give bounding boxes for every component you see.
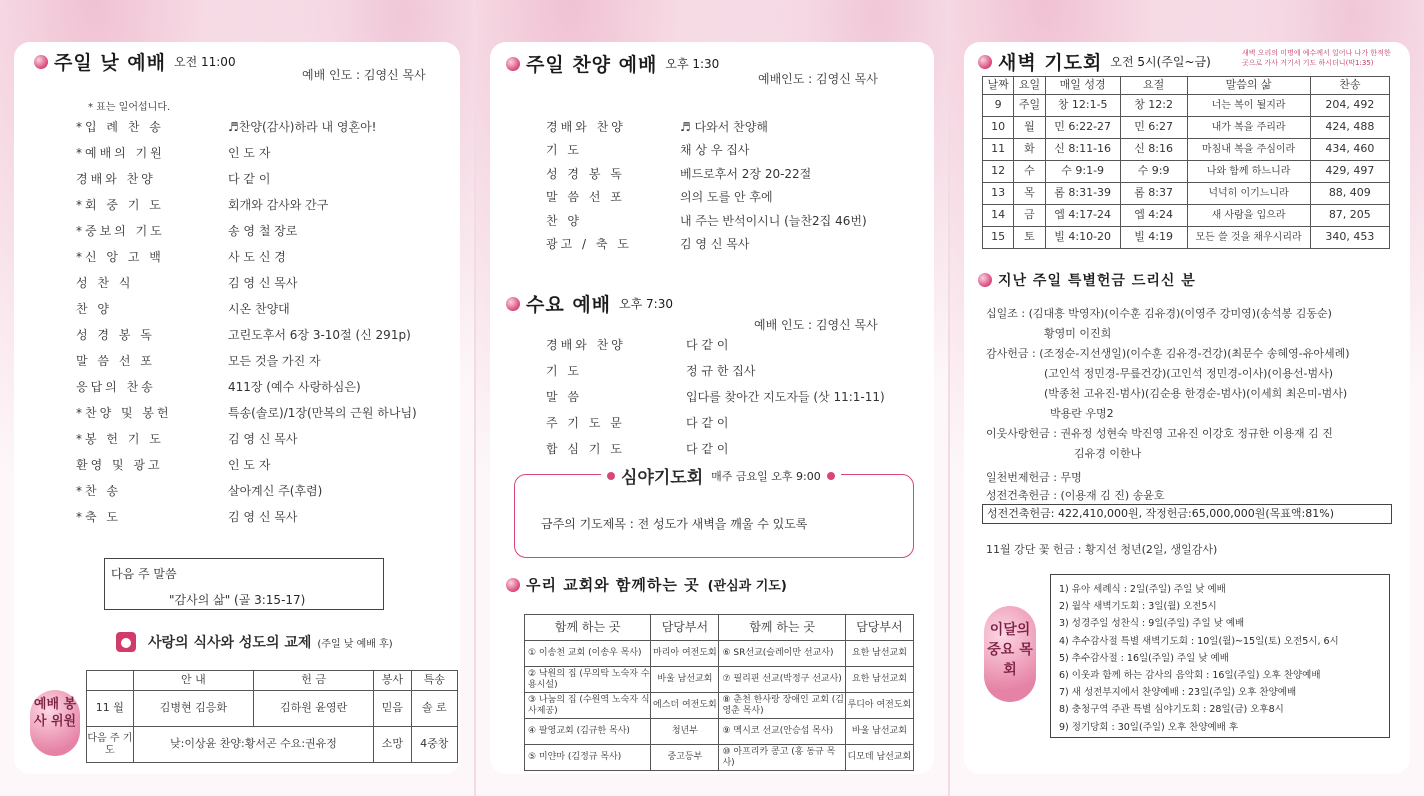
- order-label: 환영 및 광고: [76, 458, 163, 472]
- table-header-cell: 봉사: [374, 671, 411, 691]
- table-cell: 빌 4:19: [1120, 227, 1187, 249]
- order-row: [546, 188, 966, 204]
- order-label: 기 도: [546, 143, 582, 158]
- panel-sunday-worship: [0, 0, 474, 796]
- table-cell: 디모데 남선교회: [845, 745, 913, 771]
- event-item: 8) 충청구역 주관 특별 심야기도회 : 28일(금) 오후8시: [1059, 704, 1284, 716]
- table-cell: 9: [983, 95, 1014, 117]
- order-row: [76, 248, 496, 264]
- dawn-verse: 새벽 오리의 미명에 예수께서 일어나 나가 한적한 곳으로 가사 거기서 기도 하시더니(막1:35): [1242, 49, 1391, 67]
- table-cell: ④ 팔영교회 (김규한 목사): [525, 719, 651, 745]
- special-offering-line: 일천번제헌금 : 무명: [986, 471, 1082, 484]
- order-row: [546, 118, 966, 134]
- table-row: [983, 139, 1390, 161]
- table-cell: 88, 409: [1310, 183, 1389, 205]
- table-cell: 수 9:1-9: [1045, 161, 1120, 183]
- table-cell: 주일: [1014, 95, 1045, 117]
- table-row: [983, 95, 1390, 117]
- table-cell: 솔 로: [411, 691, 457, 727]
- table-cell: 429, 497: [1310, 161, 1389, 183]
- order-value: 의의 도를 안 후에: [680, 190, 773, 205]
- event-item: 7) 새 성전부지에서 찬양예배 : 23일(주일) 오후 찬양예배: [1059, 687, 1297, 699]
- order-row: [76, 222, 496, 238]
- bullet-dot-icon: [506, 297, 520, 311]
- section-title-sunday: [34, 48, 236, 75]
- event-item: 6) 이웃과 함께 하는 감사의 음악회 : 16일(주일) 오후 찬양예배: [1059, 670, 1321, 681]
- table-cell: 4중창: [411, 727, 457, 763]
- order-row: [76, 300, 496, 316]
- table-cell: 민 6:27: [1120, 117, 1187, 139]
- table-cell: 에스더 여전도회: [651, 693, 719, 719]
- sunday-leader: 예배 인도 : 김영신 목사: [302, 68, 426, 82]
- table-header-row: [87, 671, 458, 691]
- order-label: 기 도: [546, 364, 582, 378]
- order-label: *중보의 기도: [76, 224, 165, 238]
- table-row: [525, 719, 914, 745]
- wednesday-leader: 예배 인도 : 김영신 목사: [754, 318, 878, 332]
- order-value: 입다를 찾아간 지도자들 (삿 11:1-11): [686, 390, 885, 404]
- table-header-row: [983, 77, 1390, 95]
- order-value: ♬ 다와서 찬양해: [680, 120, 768, 134]
- section-title-dawn: 새벽 기도회 오전 5시(주일~금): [978, 48, 1211, 75]
- table-cell: 중고등부: [651, 745, 719, 771]
- order-row: [546, 362, 966, 378]
- table-cell: 화: [1014, 139, 1045, 161]
- bullet-dot-icon: [978, 55, 992, 69]
- table-cell: 금: [1014, 205, 1045, 227]
- table-cell: 낮:이상윤 찬양:황서곤 수요:권유정: [133, 727, 374, 763]
- order-row: [76, 352, 496, 368]
- order-label: 경배와 찬양: [546, 120, 626, 134]
- order-label: *축 도: [76, 510, 121, 524]
- order-row: [76, 170, 496, 186]
- table-cell: 마리아 여전도회: [651, 641, 719, 667]
- table-cell: 424, 488: [1310, 117, 1389, 139]
- table-header-cell: 함께 하는 곳: [719, 615, 845, 641]
- order-label: 말 씀 선 포: [546, 190, 625, 205]
- flower-offering: 11월 강단 꽃 헌금 : 황지선 청년(2일, 생일감사): [986, 543, 1218, 556]
- table-cell: 요한 남선교회: [845, 641, 913, 667]
- fellowship-heading: [116, 632, 393, 652]
- table-cell: 소망: [374, 727, 411, 763]
- volunteer-table: [86, 670, 458, 763]
- order-value: 채 상 우 집사: [680, 143, 750, 158]
- order-label: 찬 양: [546, 213, 582, 228]
- table-cell: 요한 남선교회: [845, 667, 913, 693]
- order-label: *입 례 찬 송: [76, 120, 164, 134]
- table-cell: 바울 남선교회: [845, 719, 913, 745]
- order-label: 경배와 찬양: [76, 172, 156, 186]
- bullet-dot-icon: [827, 472, 835, 480]
- order-row: [546, 440, 966, 456]
- order-value: 특송(솔로)/1장(만복의 근원 하나님): [228, 406, 417, 420]
- bullet-dot-icon: [34, 55, 48, 69]
- table-cell: 87, 205: [1310, 205, 1389, 227]
- praise-leader: 예배인도 : 김영신 목사: [758, 72, 878, 86]
- offering-line: 박용란 우명2: [1050, 407, 1114, 420]
- table-cell: 15: [983, 227, 1014, 249]
- table-row: [525, 641, 914, 667]
- table-cell: 신 8:16: [1120, 139, 1187, 161]
- table-cell: 롬 8:31-39: [1045, 183, 1120, 205]
- table-header-cell: 헌 금: [253, 671, 373, 691]
- next-word-box: [104, 558, 384, 610]
- section-title-wednesday: 수요 예배 오후 7:30: [506, 290, 673, 317]
- table-cell: 엡 4:24: [1120, 205, 1187, 227]
- table-cell: 목: [1014, 183, 1045, 205]
- order-label: *신 앙 고 백: [76, 250, 164, 264]
- table-cell: 11 월: [87, 691, 134, 727]
- events-box: [1050, 574, 1390, 738]
- order-value: 모든 것을 가진 자: [228, 354, 321, 368]
- night-prayer-heading: [601, 463, 841, 488]
- offering-line: (고인석 정민경-무릎건강)(고인석 정민경-이사)(이용선-범사): [1044, 367, 1334, 380]
- offering-line: 감사헌금 : (조정순-지선생일)(이수훈 김유경-건강)(최문수 송혜영-유아세례): [986, 347, 1350, 360]
- order-label: 합 심 기 도: [546, 442, 625, 456]
- night-prayer-title: 심야기도회: [621, 468, 704, 488]
- order-row: [76, 118, 496, 134]
- table-header-cell: 담당부서: [845, 615, 913, 641]
- event-item: 1) 유아 세례식 : 2일(주일) 주일 낮 예배: [1059, 584, 1226, 595]
- table-cell: 토: [1014, 227, 1045, 249]
- table-cell: 모든 쓸 것을 채우시리라: [1187, 227, 1310, 249]
- table-cell: 민 6:22-27: [1045, 117, 1120, 139]
- table-header-cell: 요일: [1014, 77, 1045, 95]
- sunday-title: 주일 낮 예배: [54, 52, 166, 74]
- table-row: [983, 205, 1390, 227]
- order-value: 김 영 신 목사: [228, 276, 298, 290]
- table-header-row: [525, 615, 914, 641]
- order-row: [76, 456, 496, 472]
- order-label: 경배와 찬양: [546, 338, 626, 352]
- table-cell: 김하원 윤영란: [253, 691, 373, 727]
- bullet-dot-icon: [607, 472, 615, 480]
- table-cell: ⑥ SR선교(슬레이만 선교사): [719, 641, 845, 667]
- order-label: *봉 헌 기 도: [76, 432, 164, 446]
- order-value: 다 같 이: [686, 416, 729, 430]
- apple-icon: [116, 632, 136, 652]
- table-cell: 434, 460: [1310, 139, 1389, 161]
- event-item: 4) 추수감사절 특별 새벽기도회 : 10일(월)~15일(토) 오전5시, 6시: [1059, 635, 1339, 647]
- table-row: [525, 693, 914, 719]
- table-header-cell: 특송: [411, 671, 457, 691]
- sunday-time: 오전 11:00: [174, 55, 236, 69]
- table-cell: 청년부: [651, 719, 719, 745]
- table-header-cell: 안 내: [133, 671, 253, 691]
- table-cell: 마침내 복을 주심이라: [1187, 139, 1310, 161]
- table-cell: ⑩ 아프리카 콩고 (홍 동규 목사): [719, 745, 845, 771]
- order-label: *찬 송: [76, 484, 121, 498]
- order-row: [76, 274, 496, 290]
- order-label: *예배의 기원: [76, 146, 165, 160]
- special-offering-line: 성전건축헌금 : (이용재 김 진) 송윤호: [986, 489, 1165, 502]
- table-cell: 월: [1014, 117, 1045, 139]
- order-label: 응답의 찬송: [76, 380, 156, 394]
- order-label: 성 찬 식: [76, 276, 134, 290]
- table-cell: 13: [983, 183, 1014, 205]
- order-label: 말 씀: [546, 390, 582, 404]
- table-cell: 204, 492: [1310, 95, 1389, 117]
- order-value: 다 같 이: [686, 338, 729, 352]
- table-cell: ⑧ 춘천 한사랑 장애인 교회 (김영춘 목사): [719, 693, 845, 719]
- table-cell: ① 이송천 교회 (이송우 목사): [525, 641, 651, 667]
- standing-note: * 표는 일어섭니다.: [88, 102, 171, 113]
- table-cell: 너는 복이 될지라: [1187, 95, 1310, 117]
- next-word-title: 다음 주 말씀: [111, 567, 177, 581]
- order-label: 성 경 봉 독: [76, 328, 155, 342]
- order-value: 베드로후서 2장 20-22절: [680, 166, 812, 181]
- order-value: ♬찬양(감사)하라 내 영혼아!: [228, 120, 377, 134]
- partners-table: [524, 614, 914, 771]
- table-header-cell: 찬송: [1310, 77, 1389, 95]
- table-cell: 루디아 여전도회: [845, 693, 913, 719]
- bullet-dot-icon: [978, 273, 992, 287]
- table-row: [983, 117, 1390, 139]
- fellowship-title: 사랑의 식사와 성도의 교제: [148, 635, 312, 651]
- table-header-cell: 함께 하는 곳: [525, 615, 651, 641]
- table-cell: 신 8:11-16: [1045, 139, 1120, 161]
- volunteer-badge: 예배 봉사 위원: [30, 690, 80, 756]
- event-item: 5) 추수감사절 : 16일(주일) 주일 낮 예배: [1059, 652, 1229, 664]
- order-label: 말 씀 선 포: [76, 354, 155, 368]
- order-row: [546, 141, 966, 157]
- event-item: 2) 월삭 새벽기도회 : 3일(월) 오전5시: [1059, 601, 1217, 613]
- panel-praise-worship: [476, 0, 948, 796]
- order-row: [546, 388, 966, 404]
- panel-dawn-prayer: [950, 0, 1424, 796]
- order-row: [546, 212, 966, 228]
- offering-line: 십일조 : (김대흥 박영자)(이수훈 김유경)(이영주 강미영)(송석봉 김동순): [986, 307, 1332, 320]
- order-value: 사 도 신 경: [228, 250, 286, 264]
- events-badge: 이달의 중요 목회: [984, 606, 1036, 702]
- offering-line: (박종천 고유진-범사)(김순용 한경순-범사)(이세희 최은미-범사): [1044, 387, 1348, 400]
- table-cell: 새 사람을 입으라: [1187, 205, 1310, 227]
- order-row: [76, 404, 496, 420]
- order-value: 김 영 신 목사: [680, 237, 750, 251]
- table-row: [983, 183, 1390, 205]
- order-row: [76, 378, 496, 394]
- order-row: [76, 144, 496, 160]
- order-value: 정 규 한 집사: [686, 364, 756, 378]
- table-header-cell: [87, 671, 134, 691]
- section-title-offering: 지난 주일 특별헌금 드리신 분: [978, 270, 1196, 290]
- order-value: 다 같 이: [686, 442, 729, 456]
- night-prayer-box: [514, 468, 914, 558]
- table-cell: 믿음: [374, 691, 411, 727]
- table-header-cell: 담당부서: [651, 615, 719, 641]
- table-row: [525, 667, 914, 693]
- table-cell: 김병현 김응화: [133, 691, 253, 727]
- order-value: 회개와 감사와 간구: [228, 198, 329, 212]
- table-row: [87, 727, 458, 763]
- order-row: [546, 414, 966, 430]
- dawn-table: [982, 76, 1390, 249]
- table-cell: ③ 나눔의 집 (수원역 노숙자 식사제공): [525, 693, 651, 719]
- table-cell: ⑨ 멕시코 선교(안승섭 목사): [719, 719, 845, 745]
- order-value: 411장 (예수 사랑하심은): [228, 380, 361, 394]
- order-row: [76, 482, 496, 498]
- order-row: [76, 196, 496, 212]
- table-row: [983, 227, 1390, 249]
- event-item: 3) 성경주일 성찬식 : 9일(주일) 주일 낮 예배: [1059, 618, 1245, 630]
- table-cell: 340, 453: [1310, 227, 1389, 249]
- order-value: 송 영 철 장로: [228, 224, 298, 238]
- table-cell: ⑤ 미얀마 (김정규 목사): [525, 745, 651, 771]
- order-value: 다 같 이: [228, 172, 271, 186]
- table-header-cell: 말씀의 삶: [1187, 77, 1310, 95]
- order-label: *찬양 및 봉헌: [76, 406, 172, 420]
- order-label: 주 기 도 문: [546, 416, 625, 430]
- table-cell: 창 12:1-5: [1045, 95, 1120, 117]
- order-label: *회 중 기 도: [76, 198, 164, 212]
- table-cell: ② 낙원의 집 (무의탁 노숙자 수용시설): [525, 667, 651, 693]
- table-header-cell: 날짜: [983, 77, 1014, 95]
- order-value: 내 주는 반석이시니 (늘찬2집 46번): [680, 213, 867, 228]
- order-value: 시온 찬양대: [228, 302, 290, 316]
- table-cell: 롬 8:37: [1120, 183, 1187, 205]
- table-header-cell: 요절: [1120, 77, 1187, 95]
- building-total: 성전건축헌금: 422,410,000원, 작정헌금:65,000,000원(목표액:81%): [982, 504, 1392, 524]
- table-cell: 내가 복을 주리라: [1187, 117, 1310, 139]
- table-row: [525, 745, 914, 771]
- order-value: 김 영 신 목사: [228, 510, 298, 524]
- offering-line: 황영미 이진희: [1044, 327, 1112, 340]
- order-row: [76, 430, 496, 446]
- table-cell: 넉넉히 이기느니라: [1187, 183, 1310, 205]
- order-row: [76, 508, 496, 524]
- order-row: [546, 336, 966, 352]
- order-label: 찬 양: [76, 302, 112, 316]
- section-title-praise: 주일 찬양 예배 오후 1:30: [506, 50, 719, 77]
- order-label: 성 경 봉 독: [546, 166, 625, 181]
- table-cell: 다음 주 기 도: [87, 727, 134, 763]
- order-value: 살아계신 주(후렴): [228, 484, 323, 498]
- order-row: [546, 165, 966, 181]
- order-value: 인 도 자: [228, 146, 271, 160]
- order-value: 고린도후서 6장 3-10절 (신 291p): [228, 328, 411, 342]
- section-title-partners: 우리 교회와 함께하는 곳 (관심과 기도): [506, 574, 787, 595]
- order-row: [76, 326, 496, 342]
- order-value: 김 영 신 목사: [228, 432, 298, 446]
- next-word-text: "감사의 삶" (골 3:15-17): [169, 593, 306, 607]
- bullet-dot-icon: [506, 578, 520, 592]
- table-row: [87, 691, 458, 727]
- table-row: [983, 161, 1390, 183]
- night-prayer-text: 금주의 기도제목 : 전 성도가 새벽을 깨울 수 있도록: [541, 517, 808, 531]
- bullet-dot-icon: [506, 57, 520, 71]
- night-prayer-time: 매주 금요일 오후 9:00: [711, 469, 821, 483]
- offering-line: 이웃사랑헌금 : 권유정 성현숙 박진영 고유진 이강호 정규한 이용재 김 진: [986, 427, 1333, 440]
- table-cell: 나와 함께 하느니라: [1187, 161, 1310, 183]
- table-cell: 엡 4:17-24: [1045, 205, 1120, 227]
- table-cell: ⑦ 필리핀 선교(박정구 선교사): [719, 667, 845, 693]
- table-cell: 수 9:9: [1120, 161, 1187, 183]
- table-cell: 바울 남선교회: [651, 667, 719, 693]
- offering-line: 김유경 이한나: [1074, 447, 1142, 460]
- table-cell: 수: [1014, 161, 1045, 183]
- order-label: 광고 / 축 도: [546, 237, 632, 251]
- fellowship-subtitle: (주일 낮 예배 후): [317, 638, 393, 650]
- table-cell: 14: [983, 205, 1014, 227]
- table-cell: 12: [983, 161, 1014, 183]
- table-cell: 10: [983, 117, 1014, 139]
- event-item: 9) 정기당회 : 30일(주일) 오후 찬양예배 후: [1059, 721, 1239, 733]
- order-value: 인 도 자: [228, 458, 271, 472]
- table-cell: 창 12:2: [1120, 95, 1187, 117]
- table-header-cell: 매일 성경: [1045, 77, 1120, 95]
- order-row: [546, 235, 966, 251]
- table-cell: 빌 4:10-20: [1045, 227, 1120, 249]
- table-cell: 11: [983, 139, 1014, 161]
